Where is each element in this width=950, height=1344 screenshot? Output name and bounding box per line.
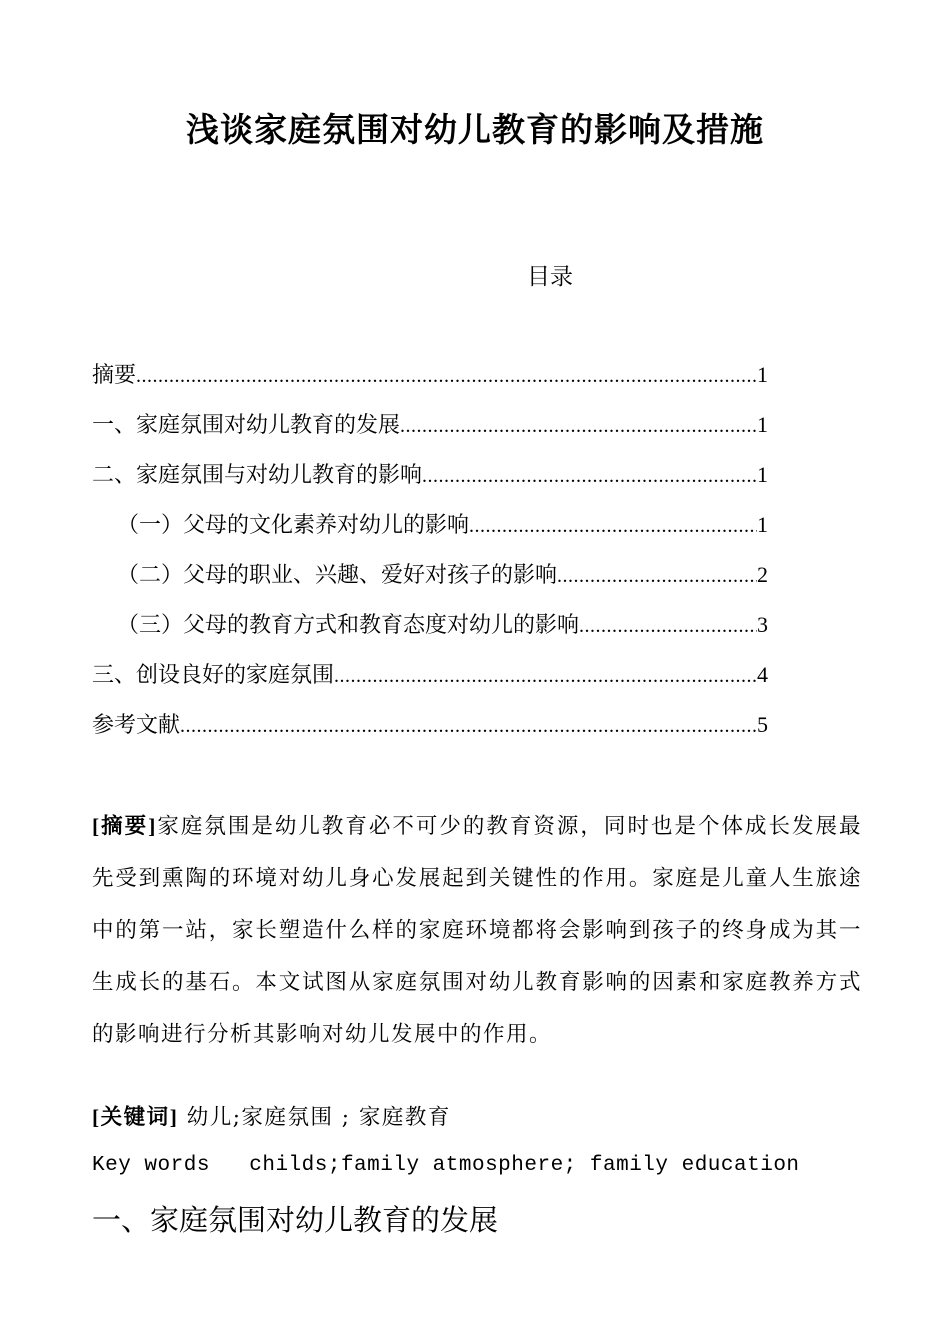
- abstract-paragraph: [92, 800, 862, 1061]
- toc-subentry[interactable]: [117, 558, 772, 608]
- keywords-line: [92, 1100, 451, 1131]
- toc-entry-label: 三、创设良好的家庭氛围: [92, 663, 335, 688]
- toc-subentry[interactable]: [117, 608, 772, 658]
- toc-entry-label: （二）父母的职业、兴趣、爱好对孩子的影响: [117, 563, 558, 588]
- toc-leader-dots: [422, 465, 757, 488]
- toc-entry-page: 1: [757, 462, 768, 487]
- toc-heading: 目录: [527, 264, 573, 290]
- keywords-bracket-close: ]: [169, 1105, 179, 1129]
- section-heading: 一、家庭氛围对幼儿教育的发展: [92, 1203, 499, 1237]
- toc-subentry[interactable]: [117, 508, 772, 558]
- toc-leader-dots: [180, 715, 757, 738]
- document-title: 浅谈家庭氛围对幼儿教育的影响及措施: [186, 110, 764, 149]
- toc-entry[interactable]: [92, 658, 772, 708]
- toc-entry-label: 参考文献: [92, 713, 181, 738]
- toc-entry-label: 二、家庭氛围与对幼儿教育的影响: [92, 463, 423, 488]
- toc-leader-dots: [136, 365, 757, 388]
- toc-entry-page: 1: [757, 412, 768, 437]
- table-of-contents: [92, 358, 772, 758]
- toc-entry-page: 4: [757, 662, 768, 687]
- keywords-text: 幼儿;家庭氛围 ; 家庭教育: [178, 1105, 451, 1130]
- toc-entry-label: （三）父母的教育方式和教育态度对幼儿的影响: [117, 613, 580, 638]
- keywords-bracket-open: [: [92, 1105, 101, 1129]
- toc-entry-page: 3: [757, 612, 768, 637]
- toc-leader-dots: [579, 615, 757, 638]
- abstract-bracket-close: ]: [148, 814, 157, 838]
- keywords-en-line: [92, 1154, 800, 1177]
- toc-entry-page: 2: [757, 562, 768, 587]
- toc-entry-page: 1: [757, 362, 768, 387]
- keywords-en-text: childs;family atmosphere; family education: [249, 1154, 800, 1177]
- abstract-text: 家庭氛围是幼儿教育必不可少的教育资源，同时也是个体成长发展最先受到熏陶的环境对幼儿身心发展起到关键性的作用。家庭是儿童人生旅途中的第一站，家长塑造什么样的家庭环境都将会影响到孩子的终身成为其一生成长的基石。本文试图从家庭氛围对幼儿教育影响的因素和家庭教养方式的影响进行分析其影响对幼儿发展中的作用。: [92, 814, 862, 1047]
- toc-leader-dots: [400, 415, 757, 438]
- toc-leader-dots: [557, 565, 757, 588]
- toc-entry-label: 摘要: [92, 363, 137, 388]
- toc-entry-page: 1: [757, 512, 768, 537]
- toc-entry-label: （一）父母的文化素养对幼儿的影响: [117, 513, 470, 538]
- toc-entry[interactable]: [92, 358, 772, 408]
- toc-leader-dots: [334, 665, 757, 688]
- abstract-bracket-open: [: [92, 814, 101, 838]
- keywords-en-label: Key words: [92, 1154, 210, 1177]
- keywords-label: 关键词: [100, 1105, 170, 1130]
- toc-entry[interactable]: [92, 408, 772, 458]
- abstract-label: 摘要: [100, 814, 149, 839]
- toc-entry-label: 一、家庭氛围对幼儿教育的发展: [92, 413, 401, 438]
- toc-entry[interactable]: [92, 458, 772, 508]
- toc-entry[interactable]: [92, 708, 772, 758]
- toc-leader-dots: [469, 515, 757, 538]
- toc-entry-page: 5: [757, 712, 768, 737]
